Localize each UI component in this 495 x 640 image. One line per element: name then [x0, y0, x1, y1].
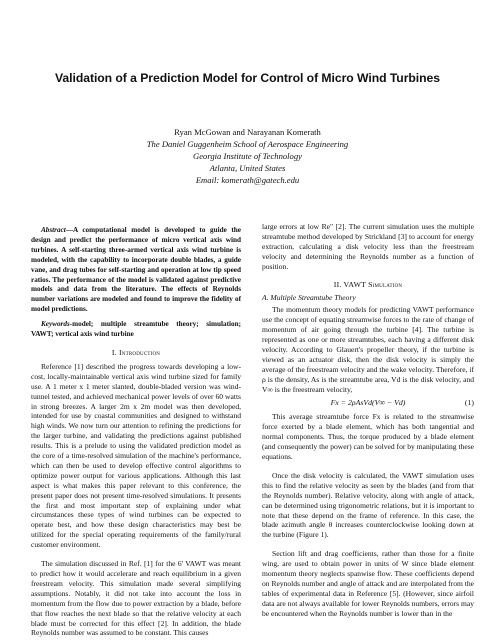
right-paragraph-5: Section lift and drag coefficients, rather than those for a finite wing, are used to obtain power in units of W since blade element momentum theory neglects spanwise flow. These coefficients depend on Reynolds number and angle of attack and are interpolated from the tables of experimental data in Reference [5]. (However, since airfoil data are not always available for lower Reynolds numbers, errors may be encountered when the Reynolds number is lower than in the: [262, 549, 474, 618]
section-heading-introduction: I. Introduction: [111, 347, 161, 357]
keywords-lead: Keywords: [41, 320, 70, 329]
author-block: [20, 126, 475, 186]
right-paragraph-1: large errors at low Re" [2]. The current simulation uses the multiple streamtube method developed by Strickland [3] to account for energy extraction, calculating a disk velocity less than the freestream velocity and determining the Reynolds number as a function of position.: [262, 222, 474, 271]
author-affiliation: The Daniel Guggenheim School of Aerospace Engineering: [146, 139, 349, 149]
paragraph-gap: [31, 550, 241, 559]
left-column: [31, 226, 241, 638]
right-paragraph-4: Once the disk velocity is calculated, the VAWT simulation uses this to find the relative velocity as seen by the blades (and from that the Reynolds number). Relative velocity, along with angle of attack, can be determined using trigonometric relations, but it is important to note that these depend on the frame of reference. In this case, the blade azimuth angle θ increases counterclockwise looking down at the turbine (Figure 1).: [262, 470, 474, 540]
author-email: Email: komerath@gatech.edu: [195, 175, 300, 185]
paragraph-gap: [262, 540, 474, 549]
right-paragraph-3: This average streamtube force Fx is related to the streamwise force exerted by a blade element, which has both tangential and normal components. Thus, the torque produced by a blade element (and consequently the power) can be solved for by manipulating these equations.: [262, 412, 474, 462]
subsection-heading-streamtube: A. Multiple Streamtube Theory: [262, 293, 356, 303]
equation-1: [262, 398, 474, 408]
abstract-lead: Abstract: [41, 226, 66, 234]
author-names: Ryan McGowan and Narayanan Komerath: [174, 127, 321, 137]
keywords: [31, 320, 241, 340]
section-heading-vawt-simulation: II. VAWT Simulation: [333, 279, 403, 289]
abstract: [31, 226, 241, 315]
keywords-text: -model; multiple streamtube theory; simulation; VAWT; vertical axis wind turbine: [31, 320, 241, 339]
right-paragraph-2: The momentum theory models for predicting VAWT performance use the concept of equating streamwise forces to the rate of change of momentum of air going through the turbine [4]. The turbine is represented as one or more streamtubes, each having a different disk velocity. According to Glauert's propeller theory, if the turbine is viewed as an actuator disk, then the disk velocity is simply the average of the freestream velocity and the wake velocity. Therefore, if ρ is the density, As is the streamtube area, Vd is the disk velocity, and V∞ is the freestream velocity,: [262, 305, 474, 394]
paragraph-gap: [262, 462, 474, 471]
author-institution: Georgia Institute of Technology: [193, 151, 302, 161]
abstract-text: —A computational model is developed to guide the design and predict the performance of micro vertical axis wind turbines. A self-starting three-armed vertical axis wind turbine is modeled, with the capability to incorporate double blades, a guide vane, and drag tubes for self-starting and operation at low tip speed ratios. The performance of the model is validated against predictive models and data from the literature. The effects of Reynolds number variations are modeled and found to improve the fidelity of model predictions.: [31, 226, 241, 314]
right-column: [262, 222, 474, 619]
paper-title: Validation of a Prediction Model for Control of Micro Wind Turbines: [55, 71, 440, 85]
equation-1-body: Fx = 2ρAsVd(V∞ − Vd): [330, 397, 406, 407]
intro-paragraph-2: The simulation discussed in Ref. [1] for the 6' VAWT was meant to predict how it would accelerate and reach equilibrium in a given freestream velocity. This simulation made several simplifying assumptions. Notably, it did not take into account the loss in momentum from the flow due to power extraction by a blade, before that flow reaches the next blade so that the relative velocity at each blade must be corrected for this effect [2]. In addition, the blade Reynolds number was assumed to be constant. This causes: [31, 559, 241, 638]
intro-paragraph-1: Reference [1] described the progress towards developing a low-cost, locally-maintainable vertical axis wind turbine sized for family use. A 1 meter x 1 meter slanted, double-bladed version was wind-tunnel tested, and achieved mechanical power levels of over 60 watts in strong breezes. A larger 2m x 2m model was then developed, intended for use by coastal communities and designed to withstand high winds. We now turn our attention to refining the predictions for the larger turbine, and validating the predictions against published results. This is a prelude to using the validated prediction model as the core of a time-resolved simulation of the machine's performance, which can then be used to develop effective control algorithms to optimize power output for various applications. Although this last aspect is what makes this paper relevant to this conference, the present paper does not present time-resolved simulations. It presents the first and most important step of explaining under what circumstances these types of wind turbines can be expected to operate best, and how these design characteristics may best be utilized for the special operating requirements of the family/rural customer environment.: [31, 361, 241, 550]
author-location: Atlanta, United States: [209, 163, 286, 173]
equation-1-number: (1): [464, 397, 474, 407]
